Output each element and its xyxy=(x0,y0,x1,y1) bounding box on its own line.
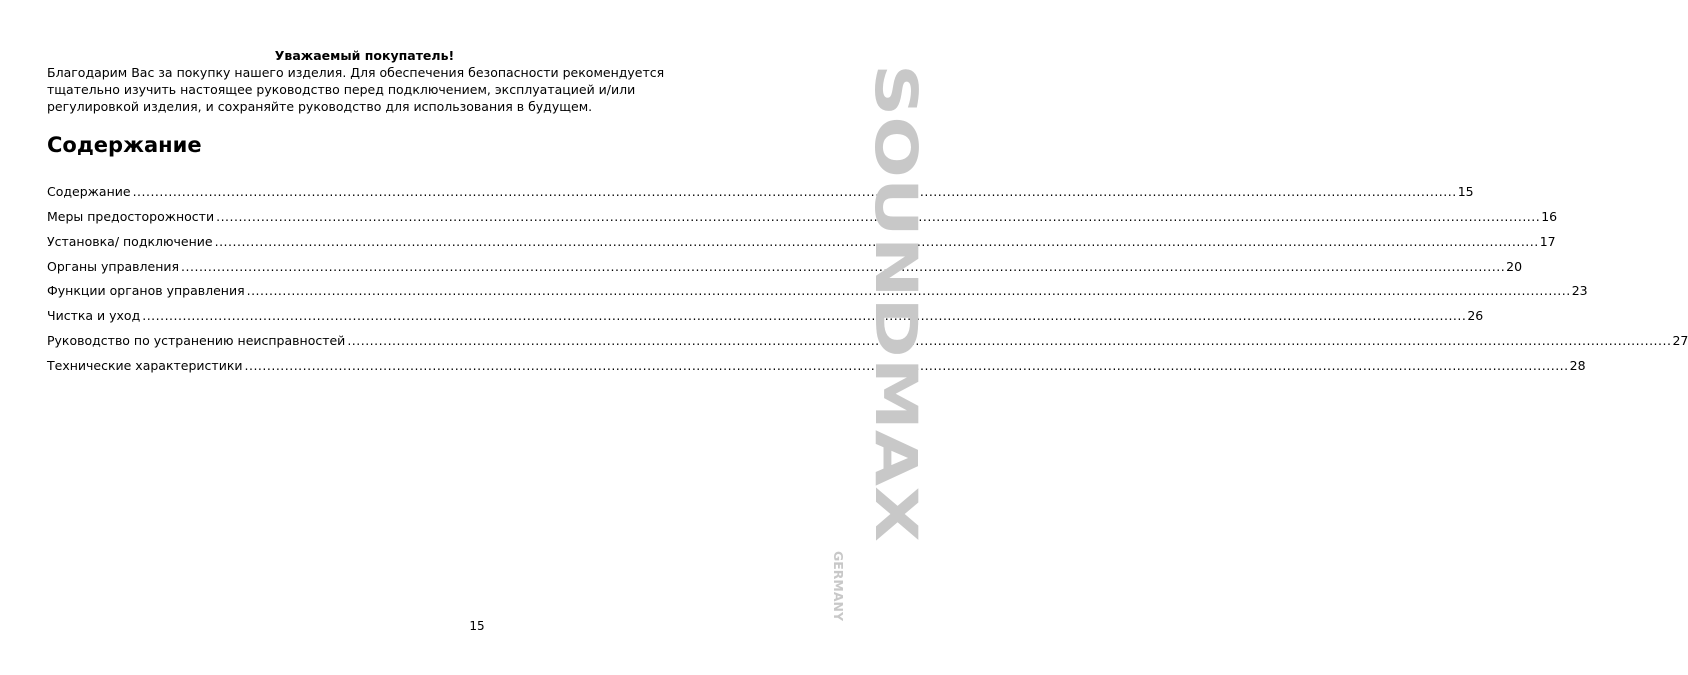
toc-entry-page: 26 xyxy=(1467,308,1484,324)
toc-entry-label: Меры предосторожности xyxy=(47,208,215,224)
toc-entry-label: Органы управления xyxy=(47,258,180,274)
section-heading: Содержание xyxy=(47,133,202,157)
toc-entry-page: 17 xyxy=(1539,233,1556,249)
toc-entry[interactable] xyxy=(47,332,1688,357)
greeting-block xyxy=(47,47,782,115)
toc-entry[interactable] xyxy=(47,233,1556,258)
brand-tagline: GERMANY xyxy=(831,551,845,619)
toc-entry-page: 20 xyxy=(1506,258,1523,274)
toc-entry-label: Руководство по устранению неисправностей xyxy=(47,333,346,349)
toc-entry[interactable] xyxy=(47,357,1586,382)
toc-dot-leader xyxy=(133,183,1457,201)
toc-entry-page: 27 xyxy=(1672,333,1688,349)
toc-entry-label: Функции органов управления xyxy=(47,283,245,299)
greeting-title: Уважаемый покупатель! xyxy=(274,48,455,63)
toc-entry-page: 23 xyxy=(1571,283,1588,299)
greeting-line-2: тщательно изучить настоящее руководство перед подключением, эксплуатацией и/или xyxy=(47,82,636,97)
toc-entry-label: Технические характеристики xyxy=(47,357,243,373)
greeting-line-3: регулировкой изделия, и сохраняйте руководство для использования в будущем. xyxy=(47,99,593,114)
toc-entry-label: Содержание xyxy=(47,184,131,199)
toc-entry[interactable] xyxy=(47,208,1558,233)
toc-entry-label: Установка/ подключение xyxy=(47,233,213,249)
page-number: 15 xyxy=(469,619,485,633)
brand-logo xyxy=(820,64,930,626)
toc-entry-page: 28 xyxy=(1569,357,1586,373)
greeting-line-1: Благодарим Вас за покупку нашего изделия. Для обеспечения безопасности рекомендуется xyxy=(47,65,665,80)
toc-entry[interactable] xyxy=(47,307,1484,332)
toc-entry-label: Чистка и уход xyxy=(47,308,141,324)
toc-entry[interactable] xyxy=(47,258,1523,283)
toc-entry-page: 16 xyxy=(1541,208,1558,224)
toc-dot-leader xyxy=(347,332,1671,350)
toc-entry[interactable] xyxy=(47,183,1474,208)
toc-entry[interactable] xyxy=(47,282,1588,307)
brand-name: SOUNDMAX xyxy=(862,64,930,447)
toc-dot-leader xyxy=(142,307,1466,325)
toc-entry-page: 15 xyxy=(1457,184,1474,199)
